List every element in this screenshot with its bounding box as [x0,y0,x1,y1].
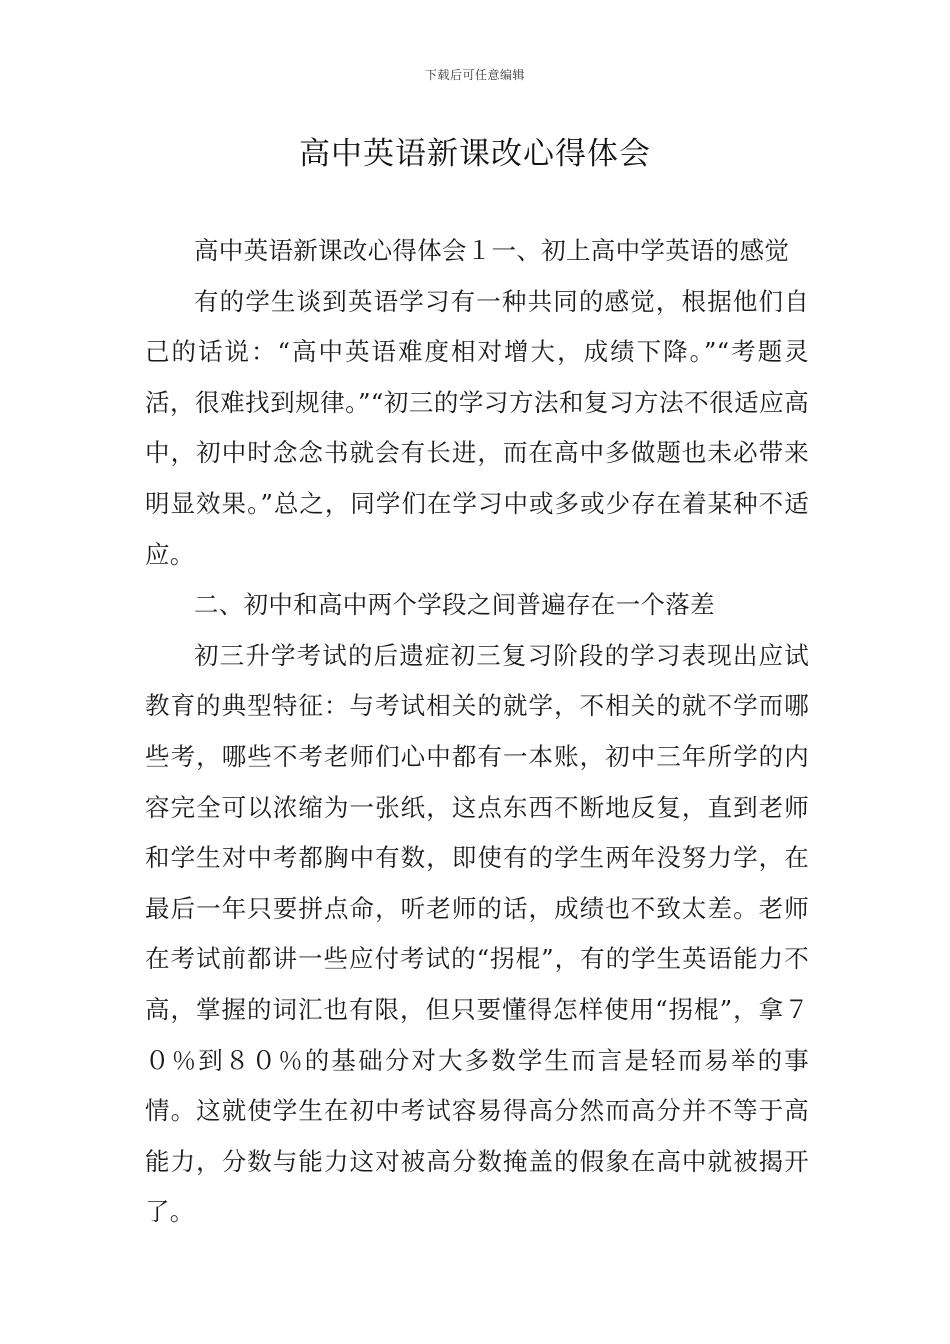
document-title: 高中英语新课改心得体会 [299,136,651,172]
paragraph-section-two-heading: 二、初中和高中两个学段之间普遍存在一个落差 [194,590,715,620]
paragraph-intro-heading: 高中英语新课改心得体会１一、初上高中学英语的感觉 [194,236,790,265]
document-body [145,226,809,1238]
paragraph-student-feelings: 有的学生谈到英语学习有一种共同的感觉，根据他们自己的话说：“高中英语难度相对增大，成绩下降。”“考题灵活，很难找到规律。”“初三的学习方法和复习方法不很适应高中，初中时念念书就会有长进，而在高中多做题也未必带来明显效果。”总之，同学们在学习中或多或少存在着某种不适应。 [145,286,809,569]
page-header-note: 下载后可任意编辑 [424,68,525,82]
paragraph-exam-aftereffects: 初三升学考试的后遗症初三复习阶段的学习表现出应试教育的典型特征：与考试相关的就学，不相关的就不学而哪些考，哪些不考老师们心中都有一本账，初中三年所学的内容完全可以浓缩为一张纸，这点东西不断地反复，直到老师和学生对中考都胸中有数，即使有的学生两年没努力学，在最后一年只要拼点命，听老师的话，成绩也不致太差。老师在考试前都讲一些应付考试的“拐棍”，有的学生英语能力不高，掌握的词汇也有限，但只要懂得怎样使用“拐棍”，拿７０％到８０％的基础分对大多数学生而言是轻而易举的事情。这就使学生在初中考试容易得高分然而高分并不等于高能力，分数与能力这对被高分数掩盖的假象在高中就被揭开了。 [145,640,809,1227]
